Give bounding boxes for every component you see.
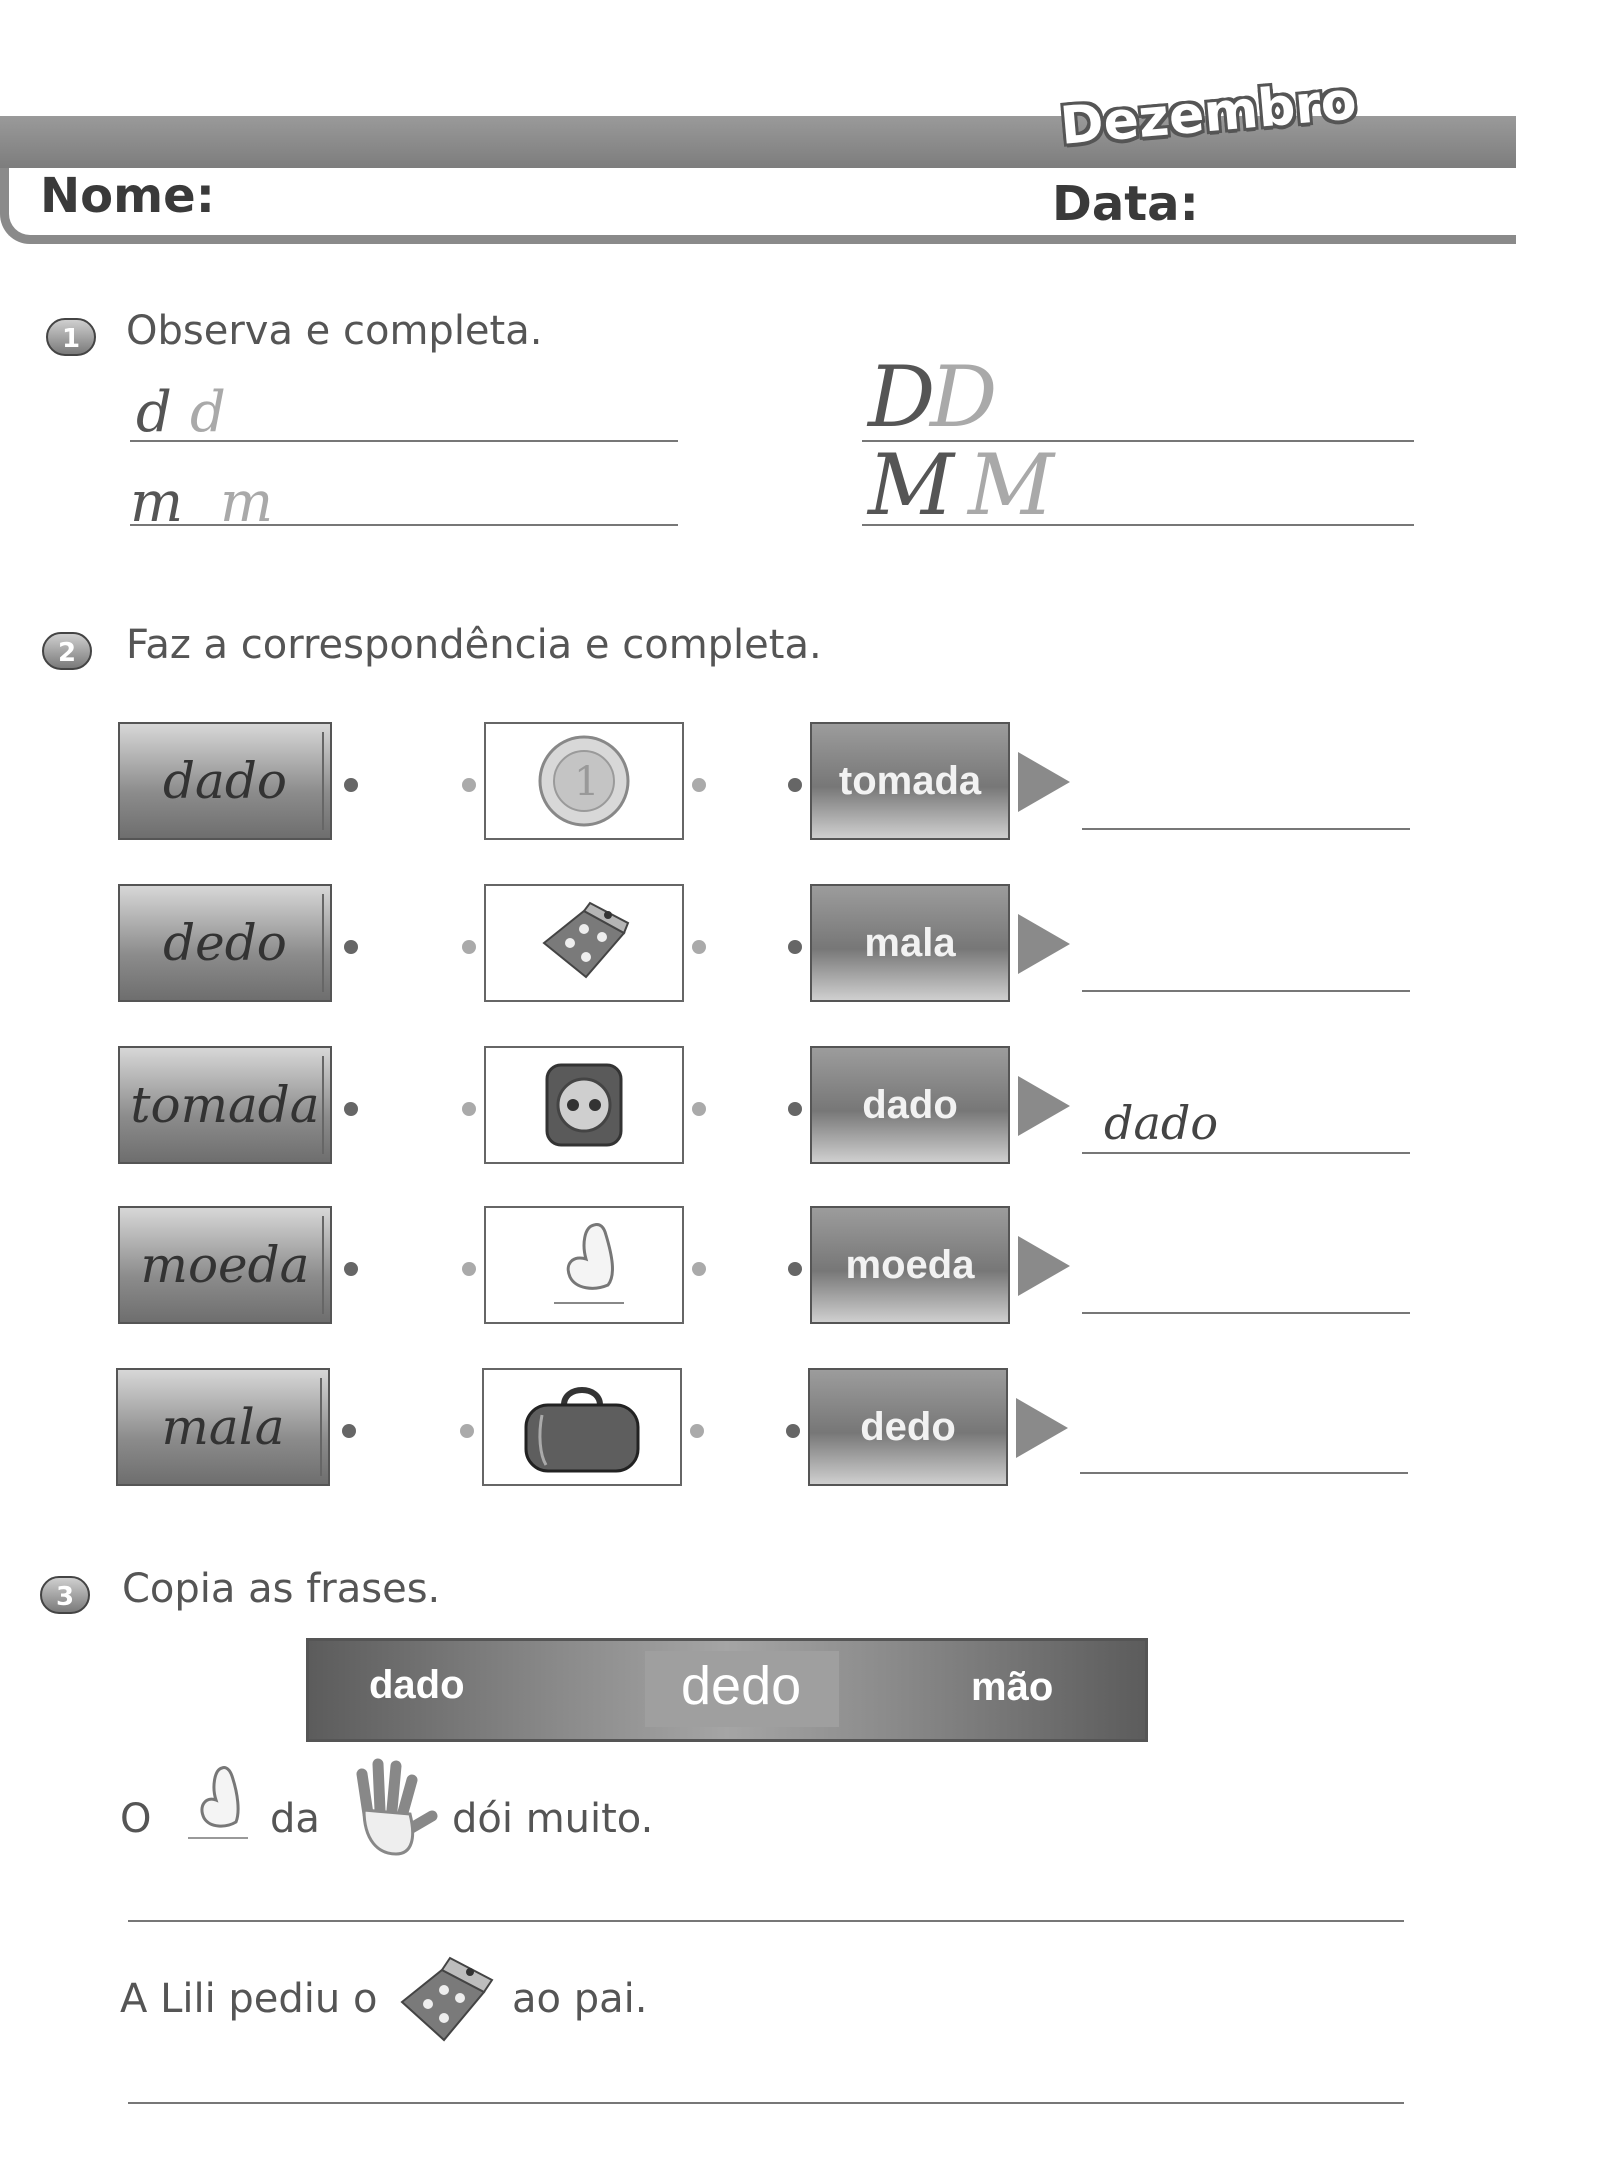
answer-line[interactable] (1080, 1472, 1408, 1474)
finger-icon (178, 1760, 258, 1850)
match-dot[interactable] (788, 778, 802, 792)
exercise-2-number: 2 (42, 632, 92, 670)
arrow-icon (1018, 1076, 1070, 1136)
cursive-word-box: dado (118, 722, 332, 840)
match-dot[interactable] (462, 940, 476, 954)
match-dot[interactable] (462, 1262, 476, 1276)
match-dot[interactable] (344, 1102, 358, 1116)
answer-line[interactable] (1082, 1312, 1410, 1314)
month-title: Dezembro (1057, 71, 1359, 157)
print-word-box: dado (810, 1046, 1010, 1164)
match-dot[interactable] (786, 1424, 800, 1438)
match-dot[interactable] (344, 1262, 358, 1276)
print-word-box: tomada (810, 722, 1010, 840)
match-dot[interactable] (788, 940, 802, 954)
match-dot[interactable] (344, 940, 358, 954)
match-dot[interactable] (788, 1102, 802, 1116)
suitcase-icon (512, 1375, 652, 1479)
match-dot[interactable] (342, 1424, 356, 1438)
match-dot[interactable] (690, 1424, 704, 1438)
sentence-2-part1: A Lili pediu o (120, 1976, 378, 2022)
match-dot[interactable] (344, 778, 358, 792)
arrow-icon (1018, 914, 1070, 974)
trace-letter-m: m (220, 470, 274, 535)
picture-box (484, 1046, 684, 1164)
answer-text: dado (1104, 1096, 1219, 1150)
cursive-word-box: mala (116, 1368, 330, 1486)
name-label: Nome: (40, 168, 215, 224)
dice-icon (394, 1950, 504, 2050)
coin-icon (524, 731, 644, 831)
match-dot[interactable] (692, 940, 706, 954)
match-dot[interactable] (462, 778, 476, 792)
svg-text:1: 1 (574, 759, 600, 805)
cursive-word-box: tomada (118, 1046, 332, 1164)
hand-icon (338, 1754, 438, 1866)
cursive-word-box: dedo (118, 884, 332, 1002)
word-bank-item: mão (971, 1665, 1054, 1709)
match-dot[interactable] (462, 1102, 476, 1116)
match-dot[interactable] (692, 1262, 706, 1276)
arrow-icon (1018, 1236, 1070, 1296)
picture-box (484, 722, 684, 840)
finger-icon (524, 1215, 644, 1315)
print-word-box: dedo (808, 1368, 1008, 1486)
picture-box (484, 1206, 684, 1324)
picture-box (484, 884, 684, 1002)
sentence-1-part3: dói muito. (452, 1796, 654, 1842)
socket-icon (529, 1055, 639, 1155)
model-letter-M: M (868, 436, 955, 534)
exercise-2-instruction: Faz a correspondência e completa. (126, 622, 822, 668)
answer-line[interactable] (1082, 1152, 1410, 1154)
match-dot[interactable] (788, 1262, 802, 1276)
word-bank-item: dado (369, 1663, 465, 1707)
exercise-3-number: 3 (40, 1576, 90, 1614)
arrow-icon (1016, 1398, 1068, 1458)
date-label: Data: (1052, 176, 1199, 232)
picture-box (482, 1368, 682, 1486)
print-word-box: moeda (810, 1206, 1010, 1324)
exercise-3-instruction: Copia as frases. (122, 1566, 441, 1612)
model-letter-d: d (136, 380, 172, 445)
writing-line[interactable] (130, 440, 678, 442)
copy-line[interactable] (128, 1920, 1404, 1922)
writing-line[interactable] (130, 524, 678, 526)
copy-line[interactable] (128, 2102, 1404, 2104)
dice-icon (524, 893, 644, 993)
exercise-1-instruction: Observa e completa. (126, 308, 543, 354)
match-dot[interactable] (692, 1102, 706, 1116)
print-word-box: mala (810, 884, 1010, 1002)
arrow-icon (1018, 752, 1070, 812)
model-letter-m: m (130, 470, 184, 535)
match-dot[interactable] (460, 1424, 474, 1438)
sentence-1-part1: O (120, 1796, 152, 1842)
exercise-1-number: 1 (46, 318, 96, 356)
sentence-2-part2: ao pai. (512, 1976, 648, 2022)
word-bank (306, 1638, 1148, 1742)
answer-line[interactable] (1082, 990, 1410, 992)
match-dot[interactable] (692, 778, 706, 792)
cursive-word-box: moeda (118, 1206, 332, 1324)
trace-letter-d: d (190, 380, 226, 445)
model-letter-D: D (868, 348, 936, 446)
answer-line[interactable] (1082, 828, 1410, 830)
sentence-1-part2: da (270, 1796, 320, 1842)
header-panel (0, 168, 1516, 244)
writing-line[interactable] (862, 524, 1414, 526)
trace-letter-M: M (968, 436, 1055, 534)
trace-letter-D: D (930, 348, 998, 446)
word-bank-item: dedo (681, 1656, 802, 1716)
